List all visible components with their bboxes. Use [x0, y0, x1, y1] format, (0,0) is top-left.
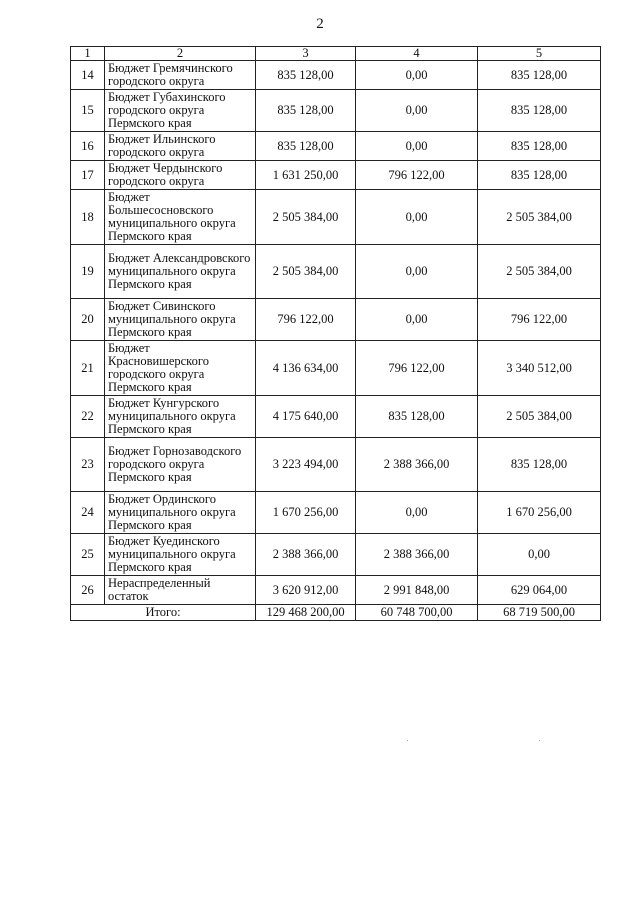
row-number: 17 — [71, 161, 105, 190]
value-col-4: 2 991 848,00 — [356, 576, 478, 605]
total-label: Итого: — [71, 605, 256, 621]
value-col-3: 835 128,00 — [256, 132, 356, 161]
value-col-4: 2 388 366,00 — [356, 438, 478, 492]
row-number: 26 — [71, 576, 105, 605]
value-col-3: 1 670 256,00 — [256, 492, 356, 534]
total-col-3: 129 468 200,00 — [256, 605, 356, 621]
value-col-5: 2 505 384,00 — [478, 245, 601, 299]
budget-name: Бюджет Ильинского городского округа — [105, 132, 256, 161]
scan-specks — [0, 740, 640, 750]
column-header-1: 1 — [71, 47, 105, 61]
budget-name: Бюджет Сивинского муниципального округа Пермского края — [105, 299, 256, 341]
value-col-4: 796 122,00 — [356, 341, 478, 396]
column-header-2: 2 — [105, 47, 256, 61]
table-row — [71, 341, 601, 396]
budget-name: Бюджет Большесосновского муниципального округа Пермского края — [105, 190, 256, 245]
row-number: 25 — [71, 534, 105, 576]
value-col-5: 1 670 256,00 — [478, 492, 601, 534]
value-col-4: 0,00 — [356, 61, 478, 90]
value-col-5: 2 505 384,00 — [478, 190, 601, 245]
value-col-5: 835 128,00 — [478, 61, 601, 90]
value-col-4: 0,00 — [356, 190, 478, 245]
scan-speck — [407, 740, 408, 741]
value-col-5: 0,00 — [478, 534, 601, 576]
value-col-5: 835 128,00 — [478, 132, 601, 161]
value-col-4: 796 122,00 — [356, 161, 478, 190]
column-header-5: 5 — [478, 47, 601, 61]
budget-name: Бюджет Кунгурского муниципального округа Пермского края — [105, 396, 256, 438]
value-col-3: 4 136 634,00 — [256, 341, 356, 396]
row-number: 20 — [71, 299, 105, 341]
table-row — [71, 190, 601, 245]
scan-speck — [539, 740, 540, 741]
value-col-5: 835 128,00 — [478, 90, 601, 132]
budget-name: Бюджет Красновишерского городского округа Пермского края — [105, 341, 256, 396]
value-col-3: 2 388 366,00 — [256, 534, 356, 576]
value-col-5: 629 064,00 — [478, 576, 601, 605]
row-number: 22 — [71, 396, 105, 438]
value-col-4: 0,00 — [356, 299, 478, 341]
budget-name: Бюджет Ординского муниципального округа Пермского края — [105, 492, 256, 534]
budget-name: Бюджет Гремячинского городского округа — [105, 61, 256, 90]
table-header — [71, 47, 601, 61]
value-col-3: 2 505 384,00 — [256, 190, 356, 245]
value-col-5: 3 340 512,00 — [478, 341, 601, 396]
value-col-3: 1 631 250,00 — [256, 161, 356, 190]
column-header-4: 4 — [356, 47, 478, 61]
row-number: 21 — [71, 341, 105, 396]
table-row — [71, 576, 601, 605]
value-col-3: 3 620 912,00 — [256, 576, 356, 605]
row-number: 15 — [71, 90, 105, 132]
table-row — [71, 396, 601, 438]
page-number: 2 — [316, 16, 324, 32]
table-row — [71, 245, 601, 299]
value-col-5: 835 128,00 — [478, 161, 601, 190]
table-row — [71, 492, 601, 534]
value-col-4: 835 128,00 — [356, 396, 478, 438]
row-number: 19 — [71, 245, 105, 299]
budget-name: Бюджет Горнозаводского городского округа Пермского края — [105, 438, 256, 492]
table-row — [71, 90, 601, 132]
budget-name: Бюджет Губахинского городского округа Пермского края — [105, 90, 256, 132]
value-col-5: 835 128,00 — [478, 438, 601, 492]
value-col-4: 0,00 — [356, 132, 478, 161]
table-row — [71, 161, 601, 190]
value-col-3: 4 175 640,00 — [256, 396, 356, 438]
value-col-4: 0,00 — [356, 492, 478, 534]
header-row — [71, 47, 601, 61]
value-col-4: 0,00 — [356, 90, 478, 132]
column-header-3: 3 — [256, 47, 356, 61]
total-row — [71, 605, 601, 621]
value-col-4: 2 388 366,00 — [356, 534, 478, 576]
table-row — [71, 534, 601, 576]
row-number: 24 — [71, 492, 105, 534]
budget-name: Бюджет Александровского муниципального округа Пермского края — [105, 245, 256, 299]
budget-name: Бюджет Куединского муниципального округа Пермского края — [105, 534, 256, 576]
table-body — [71, 61, 601, 621]
row-number: 14 — [71, 61, 105, 90]
row-number: 16 — [71, 132, 105, 161]
table-row — [71, 299, 601, 341]
table-row — [71, 438, 601, 492]
value-col-5: 796 122,00 — [478, 299, 601, 341]
budget-name: Нераспределенный остаток — [105, 576, 256, 605]
table-row — [71, 61, 601, 90]
value-col-3: 796 122,00 — [256, 299, 356, 341]
total-col-5: 68 719 500,00 — [478, 605, 601, 621]
table-row — [71, 132, 601, 161]
value-col-3: 2 505 384,00 — [256, 245, 356, 299]
budget-distribution-table — [70, 46, 601, 621]
value-col-3: 835 128,00 — [256, 90, 356, 132]
total-col-4: 60 748 700,00 — [356, 605, 478, 621]
row-number: 23 — [71, 438, 105, 492]
row-number: 18 — [71, 190, 105, 245]
value-col-4: 0,00 — [356, 245, 478, 299]
budget-name: Бюджет Чердынского городского округа — [105, 161, 256, 190]
value-col-5: 2 505 384,00 — [478, 396, 601, 438]
value-col-3: 835 128,00 — [256, 61, 356, 90]
value-col-3: 3 223 494,00 — [256, 438, 356, 492]
